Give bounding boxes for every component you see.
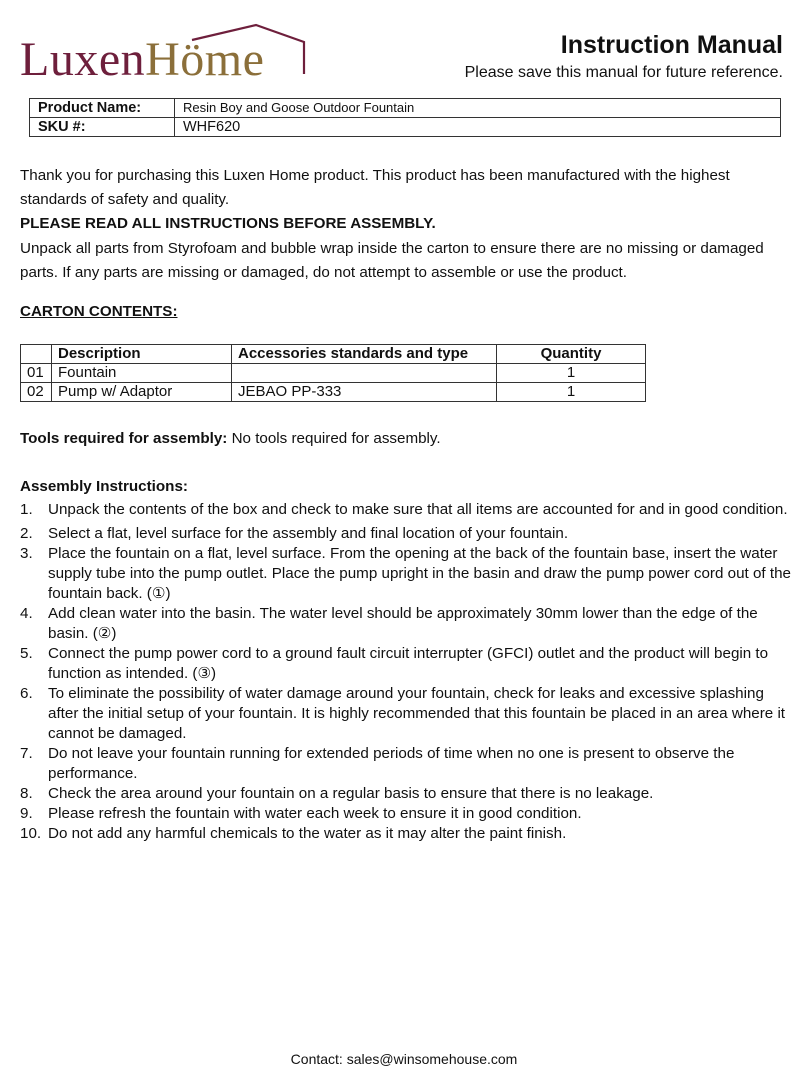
step-text: Unpack the contents of the box and check to make sure that all items are accounted for and in good condition. [48, 501, 788, 518]
cell-quantity: 1 [497, 383, 646, 402]
product-info-table [29, 98, 781, 137]
col-header-num [21, 345, 52, 364]
intro-unpack: Unpack all parts from Styrofoam and bubble wrap inside the carton to ensure there are no missing or damaged parts. If any parts are missing or damaged, do not attempt to assemble or use the product. [20, 240, 764, 281]
step-number: 10. [20, 825, 42, 842]
col-header-quantity: Quantity [497, 345, 646, 364]
step-number: 4. [20, 605, 33, 622]
list-item [20, 498, 792, 522]
step-number: 8. [20, 785, 33, 802]
assembly-steps-list [20, 498, 792, 844]
product-name-row [30, 99, 781, 118]
sku-value: WHF620 [175, 118, 781, 137]
list-item [20, 524, 792, 544]
table-row [21, 383, 646, 402]
cell-num: 01 [21, 364, 52, 383]
tools-label: Tools required for assembly: [20, 430, 228, 447]
cell-num: 02 [21, 383, 52, 402]
step-text: Connect the pump power cord to a ground fault circuit interrupter (GFCI) outlet and the product will begin to function as intended. (③) [48, 645, 769, 682]
list-item [20, 804, 792, 824]
brand-name-part2: Höme [145, 33, 265, 86]
list-item [20, 784, 792, 804]
brand-wordmark [20, 32, 264, 88]
step-number: 9. [20, 805, 33, 822]
cell-description: Fountain [52, 364, 232, 383]
tools-text: No tools required for assembly. [227, 430, 441, 447]
step-text: Check the area around your fountain on a regular basis to ensure that there is no leakage. [48, 785, 654, 802]
step-text: Do not add any harmful chemicals to the water as it may alter the paint finish. [48, 825, 567, 842]
step-number: 3. [20, 545, 33, 562]
page-subtitle: Please save this manual for future reference. [464, 64, 783, 81]
step-text: Do not leave your fountain running for extended periods of time when no one is present to observe the performance. [48, 745, 735, 782]
cell-accessories: JEBAO PP-333 [232, 383, 497, 402]
list-item [20, 824, 792, 844]
cell-accessories [232, 364, 497, 383]
list-item [20, 604, 792, 644]
step-number: 5. [20, 645, 33, 662]
brand-name-part1: Luxen [20, 33, 146, 86]
step-text: Please refresh the fountain with water each week to ensure it in good condition. [48, 805, 582, 822]
sku-label: SKU #: [30, 118, 175, 137]
list-item [20, 644, 792, 684]
list-item [20, 744, 792, 784]
sku-row [30, 118, 781, 137]
list-item [20, 684, 792, 744]
tools-required [20, 427, 788, 451]
step-number: 1. [20, 501, 33, 518]
step-number: 6. [20, 685, 33, 702]
col-header-accessories: Accessories standards and type [232, 345, 497, 364]
step-number: 7. [20, 745, 33, 762]
step-text: To eliminate the possibility of water damage around your fountain, check for leaks and excessive splashing after the initial setup of your fountain. It is highly recommended that this fountain be placed in an area where it cannot be damaged. [48, 685, 786, 742]
list-item [20, 544, 792, 604]
step-number: 2. [20, 525, 33, 542]
table-header-row [21, 345, 646, 364]
cell-quantity: 1 [497, 364, 646, 383]
step-text: Place the fountain on a flat, level surface. From the opening at the back of the fountain base, insert the water supply tube into the pump outlet. Place the pump upright in the basin and draw the pump power cord out of the fountain back. (①) [48, 545, 791, 602]
carton-heading: CARTON CONTENTS: [20, 303, 178, 320]
product-name-value: Resin Boy and Goose Outdoor Fountain [175, 99, 781, 118]
carton-contents-table [20, 344, 646, 402]
col-header-description: Description [52, 345, 232, 364]
product-name-label: Product Name: [30, 99, 175, 118]
brand-logo [20, 22, 310, 84]
contact-footer: Contact: sales@winsomehouse.com [290, 1051, 518, 1067]
intro-thanks: Thank you for purchasing this Luxen Home product. This product has been manufactured with the highest standards of safety and quality. [20, 167, 730, 208]
assembly-heading: Assembly Instructions: [20, 478, 188, 495]
step-text: Add clean water into the basin. The water level should be approximately 30mm lower than the edge of the basin. (②) [48, 605, 758, 642]
table-row [21, 364, 646, 383]
step-text: Select a flat, level surface for the assembly and final location of your fountain. [48, 525, 569, 542]
intro-warning: PLEASE READ ALL INSTRUCTIONS BEFORE ASSEMBLY. [20, 215, 436, 232]
page-title: Instruction Manual [560, 31, 783, 59]
cell-description: Pump w/ Adaptor [52, 383, 232, 402]
